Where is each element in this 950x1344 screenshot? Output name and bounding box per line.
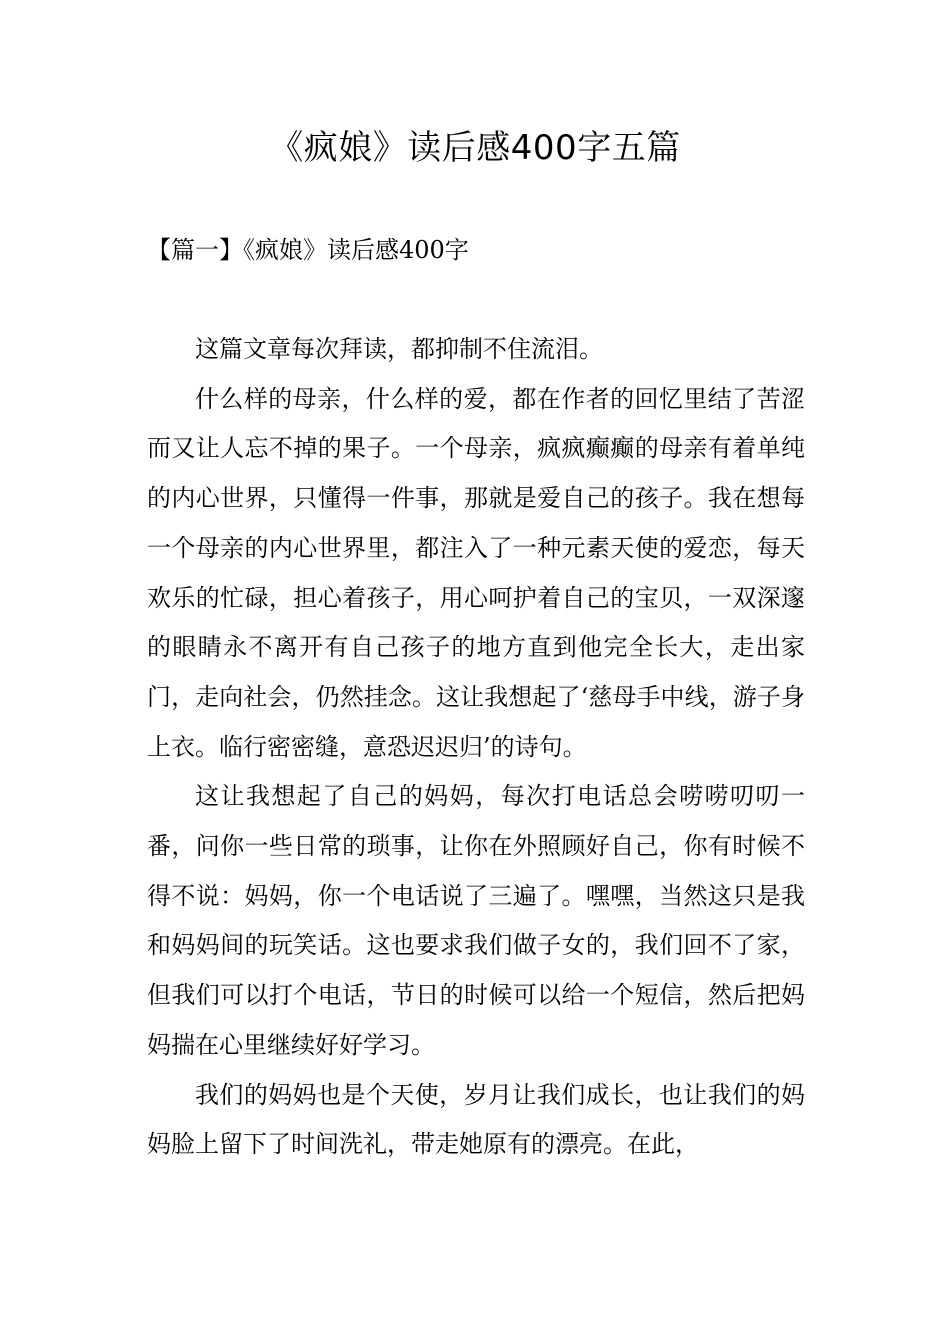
paragraph-2: 什么样的母亲，什么样的爱，都在作者的回忆里结了苦涩而又让人忘不掉的果子。一个母亲，疯疯癫癫的母亲有着单纯的内心世界，只懂得一件事，那就是爱自己的孩子。我在想每一个母亲的内心世界里，都注入了一种元素天使的爱恋，每天欢乐的忙碌，担心着孩子，用心呵护着自己的宝贝，一双深邃的眼睛永不离开有自己孩子的地方直到他完全长大，走出家门，走向社会，仍然挂念。这让我想起了‘慈母手中线，游子身上衣。临行密密缝，意恐迟迟归’的诗句。 <box>147 384 805 761</box>
document-title: 《疯娘》读后感400字五篇 <box>269 128 681 168</box>
body-text <box>147 325 805 1170</box>
paragraph-4: 我们的妈妈也是个天使，岁月让我们成长，也让我们的妈妈脸上留下了时间洗礼，带走她原有的漂亮。在此， <box>147 1080 805 1159</box>
paragraph-1: 这篇文章每次拜读，都抑制不住流泪。 <box>195 335 603 363</box>
section-heading: 【篇一】《疯娘》读后感400字 <box>147 236 469 264</box>
paragraph-3: 这让我想起了自己的妈妈，每次打电话总会唠唠叨叨一番，问你一些日常的琐事，让你在外照顾好自己，你有时候不得不说：妈妈，你一个电话说了三遍了。嘿嘿，当然这只是我和妈妈间的玩笑话。这也要求我们做子女的，我们回不了家，但我们可以打个电话，节日的时候可以给一个短信，然后把妈妈揣在心里继续好好学习。 <box>147 782 805 1059</box>
